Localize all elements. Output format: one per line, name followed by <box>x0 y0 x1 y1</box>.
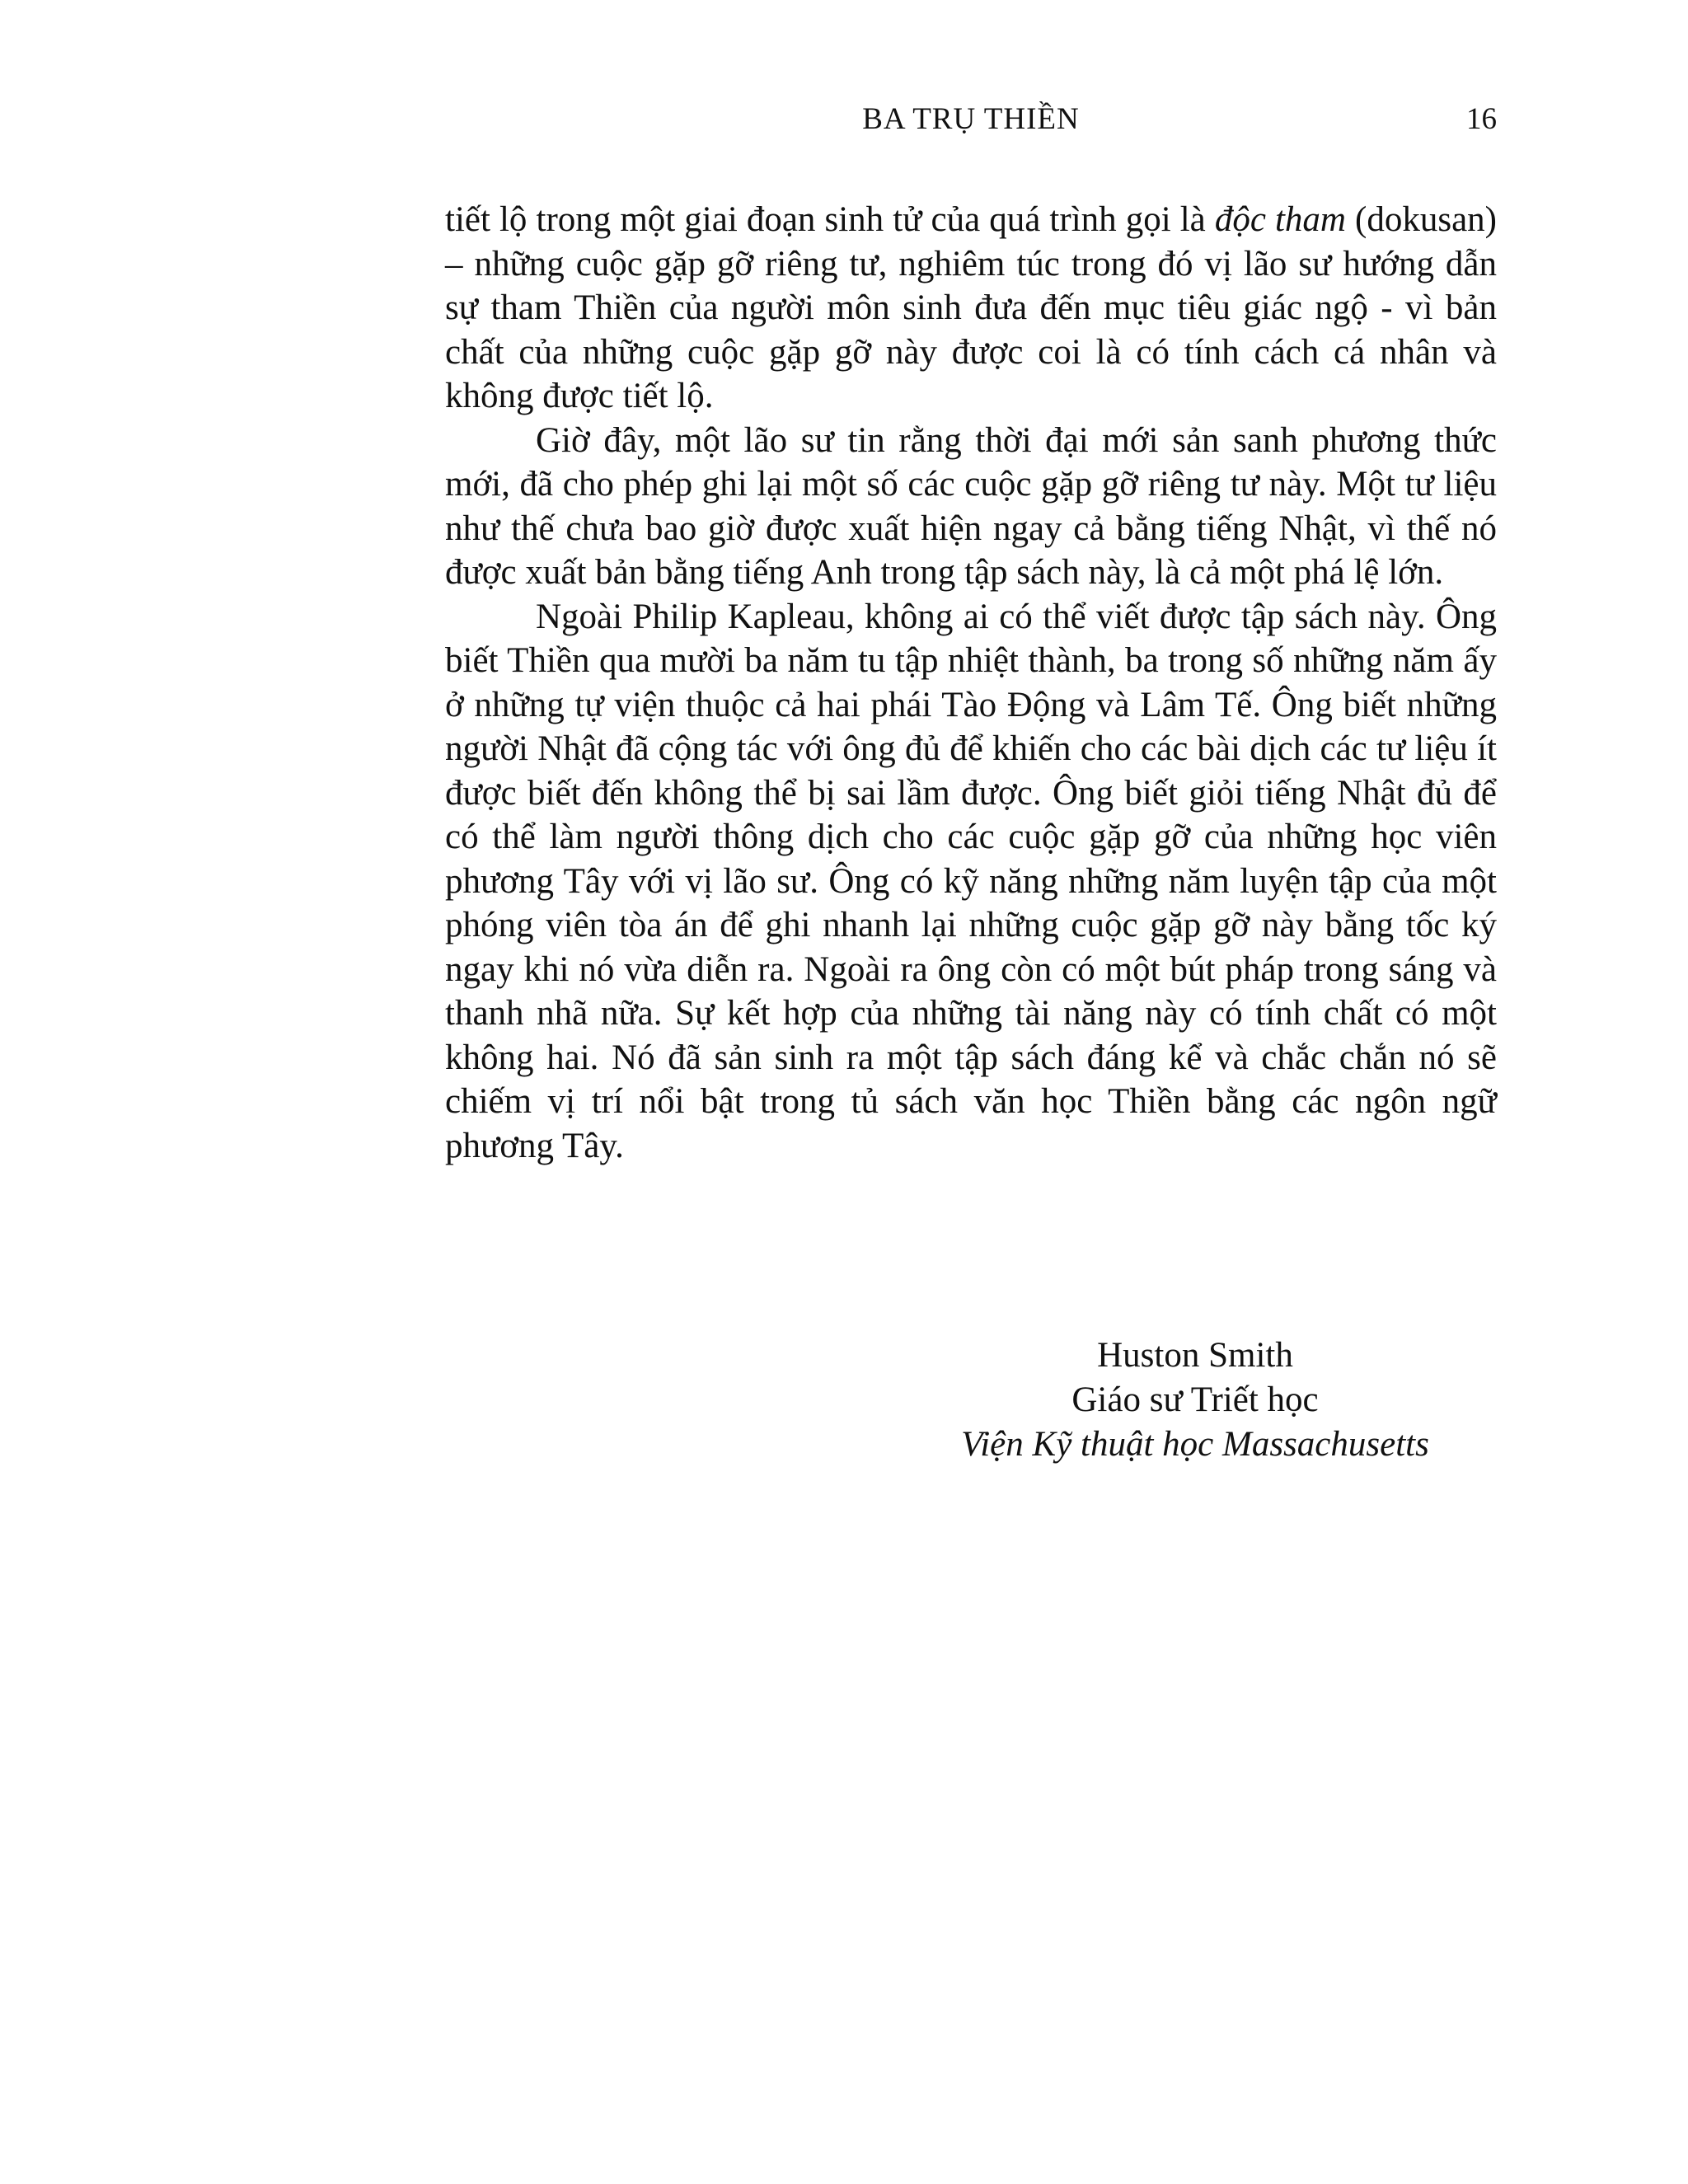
running-header <box>445 95 1497 144</box>
signature-block <box>907 1333 1484 1467</box>
page-number: 16 <box>1466 102 1497 136</box>
author-name: Huston Smith <box>1097 1336 1293 1375</box>
author-affiliation: Viện Kỹ thuật học Massachusetts <box>961 1425 1429 1464</box>
paragraph-1 <box>445 198 1497 419</box>
paragraph-3: Ngoài Philip Kapleau, không ai có thể viết được tập sách này. Ông biết Thiền qua mười ba năm tu tập nhiệt thành, ba trong số những năm ấy ở những tự viện thuộc cả hai phái Tào Động và Lâm Tế. Ông biết những người Nhật đã cộng tác với ông đủ để khiến cho các bài dịch các tư liệu ít được biết đến không thể bị sai lầm được. Ông biết giỏi tiếng Nhật đủ để có thể làm người thông dịch cho các cuộc gặp gỡ của những học viên phương Tây với vị lão sư. Ông có kỹ năng những năm luyện tập của một phóng viên tòa án để ghi nhanh lại những cuộc gặp gỡ này bằng tốc ký ngay khi nó vừa diễn ra. Ngoài ra ông còn có một bút pháp trong sáng và thanh nhã nữa. Sự kết hợp của những tài năng này có tính chất có một không hai. Nó đã sản sinh ra một tập sách đáng kể và chắc chắn nó sẽ chiếm vị trí nổi bật trong tủ sách văn học Thiền bằng các ngôn ngữ phương Tây. <box>445 597 1497 1165</box>
running-title: BA TRỤ THIỀN <box>862 102 1080 136</box>
italic-term: độc tham <box>1214 200 1346 239</box>
paragraph-1-text-start: tiết lộ trong một giai đoạn sinh tử của quá trình gọi là <box>445 200 1215 239</box>
author-title: Giáo sư Triết học <box>1071 1380 1319 1419</box>
body-text <box>445 198 1497 1168</box>
paragraph-2: Giờ đây, một lão sư tin rằng thời đại mới sản sanh phương thức mới, đã cho phép ghi lại một số các cuộc gặp gỡ riêng tư này. Một tư liệu như thế chưa bao giờ được xuất hiện ngay cả bằng tiếng Nhật, vì thế nó được xuất bản bằng tiếng Anh trong tập sách này, là cả một phá lệ lớn. <box>445 420 1497 592</box>
paragraph-1-text-end: (dokusan) – những cuộc gặp gỡ riêng tư, nghiêm túc trong đó vị lão sư hướng dẫn sự tham Thiền của người môn sinh đưa đến mục tiêu giác ngộ - vì bản chất của những cuộc gặp gỡ này được coi là có tính cách cá nhân và không được tiết lộ. <box>445 200 1497 415</box>
